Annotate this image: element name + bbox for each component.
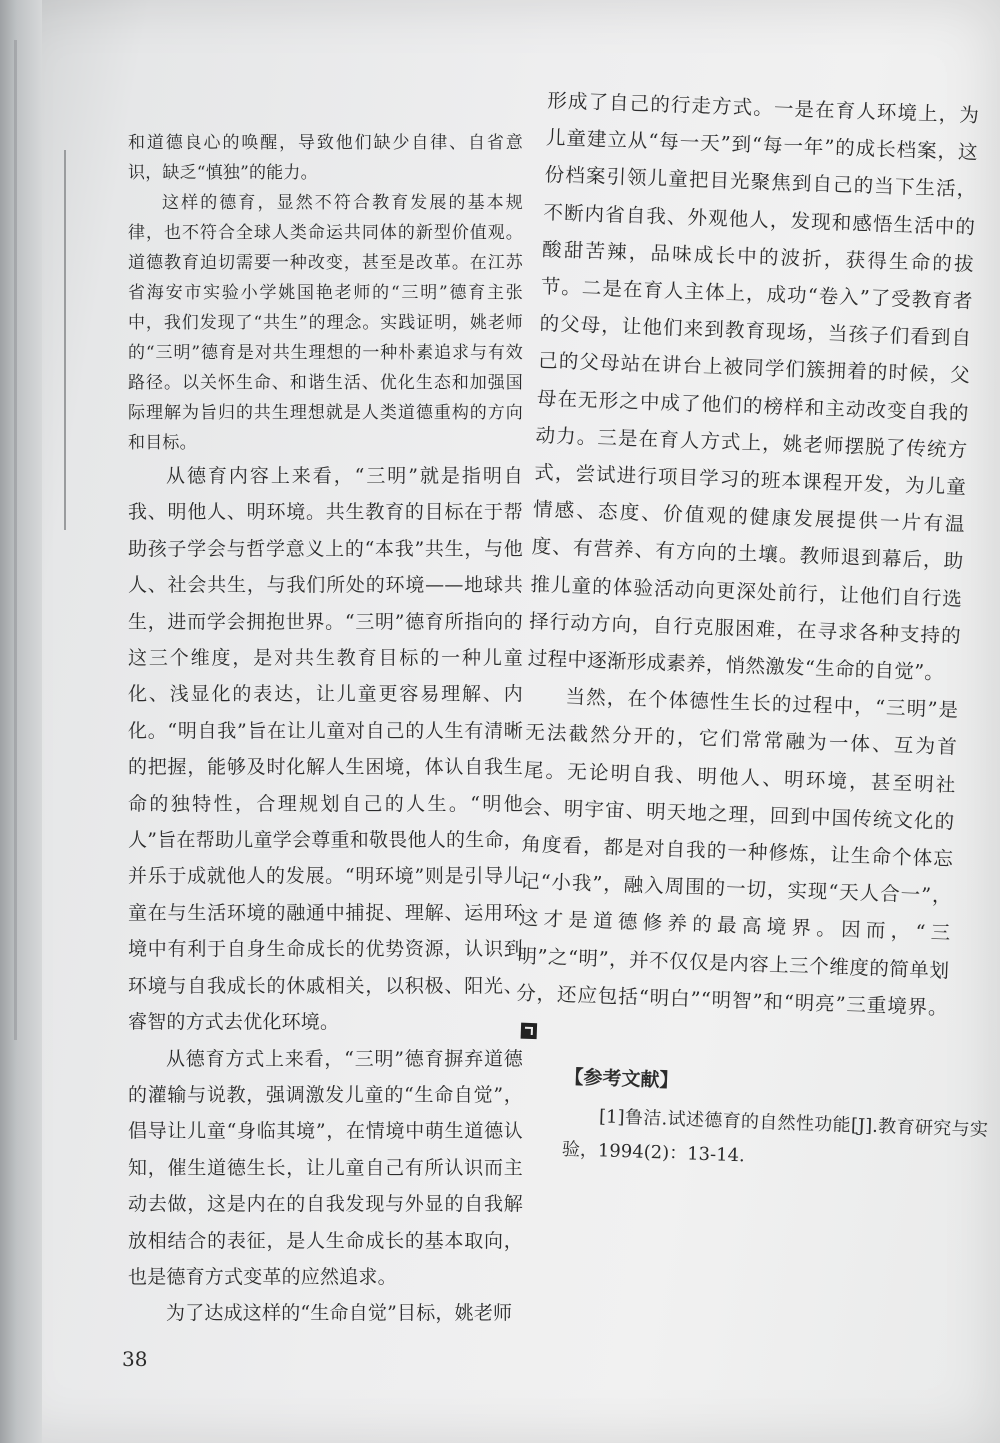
paragraph: 这样的德育，显然不符合教育发展的基本规律，也不符合全球人类命运共同体的新型价值观。道德教育迫切需要一种改变，甚至是改革。在江苏省海安市实验小学姚国艳老师的“三明”德育主张中，我们发现了“共生”的理念。实践证明，姚老师的“三明”德育是对共生理想的一种朴素追求与有效路径。以关怀生命、和谐生活、优化生态和加强国际理解为旨归的共生理想就是人类道德重构的方向和目标。 bbox=[128, 193, 523, 453]
page-number: 38 bbox=[122, 1347, 148, 1371]
references-heading: 【参考文献】 bbox=[564, 1065, 679, 1092]
paragraph-final bbox=[514, 677, 959, 1064]
reference-item: [1]鲁洁.试述德育的自然性功能[J].教育研究与实验，1994(2)：13-14. bbox=[561, 1106, 989, 1167]
paragraph: 形成了自己的行走方式。一是在育人环境上，为儿童建立从“每一天”到“每一年”的成长档案，这份档案引领儿童把目光聚焦到自己的当下生活，不断内省自我、外观他人，发现和感悟生活中的酸甜苦辣，品味成长中的波折，获得生命的拔节。二是在育人主体上，成功“卷入”了受教育者的父母，让他们来到教育现场，当孩子们看到自己的父母站在讲台上被同学们簇拥着的时候，父母在无形之中成了他们的榜样和主动改变自我的动力。三是在育人方式上，姚老师摆脱了传统方式，尝试进行项目学习的班本课程开发，为儿童情感、态度、价值观的健康发展提供一片有温度、有营养、有方向的土壤。教师退到幕后，助推儿童的体验活动向更深处前行，让他们自行选择行动方向，自行克服困难，在寻求各种支持的过程中逐渐形成素养，悄然激发“生命的自觉”。 bbox=[527, 88, 980, 685]
binding-stripe bbox=[14, 40, 17, 1040]
right-text-column bbox=[514, 82, 979, 1064]
left-text-column bbox=[128, 128, 523, 1332]
paragraph-text: 当然，在个体德性生长的过程中，“三明”是无法截然分开的，它们常常融为一体、互为首尾。无论明自我、明他人、明环境，甚至明社会、明宇宙、明天地之理，回到中国传统文化的角度看，都是对自我的一种修炼，让生命个体忘记“小我”，融入周围的一切，实现“天人合一”，这才是道德修养的最高境界。因而，“三明”之“明”，并不仅仅是内容上三个维度的简单划分，还应包括“明白”“明智”和“明亮”三重境界。 bbox=[515, 685, 959, 1020]
paragraph: 为了达成这样的“生命自觉”目标，姚老师 bbox=[166, 1302, 513, 1325]
references-section bbox=[561, 1062, 989, 1182]
margin-rule bbox=[64, 150, 66, 530]
page-binding-edge bbox=[0, 0, 42, 1443]
paragraph: 从德育方式上来看，“三明”德育摒弃道德的灌输与说教，强调激发儿童的“生命自觉”，倡导让儿童“身临其境”，在情境中萌生道德认知，催生道德生长，让儿童自己有所认识而主动去做，这是内在的自我发现与外显的自我解放相结合的表征，是人生命成长的基本取向，也是德育方式变革的应然追求。 bbox=[128, 1047, 523, 1288]
paragraph: 和道德良心的唤醒，导致他们缺少自律、自省意识，缺乏“慎独”的能力。 bbox=[128, 133, 523, 183]
paragraph: 从德育内容上来看，“三明”就是指明自我、明他人、明环境。共生教育的目标在于帮助孩子学会与哲学意义上的“本我”共生，与他人、社会共生，与我们所处的环境——地球共生，进而学会拥抱世界。“三明”德育所指向的这三个维度，是对共生教育目标的一种儿童化、浅显化的表达，让儿童更容易理解、内化。“明自我”旨在让儿童对自己的人生有清晰的把握，能够及时化解人生困境，体认自我生命的独特性，合理规划自己的人生。“明他人”旨在帮助儿童学会尊重和敬畏他人的生命，并乐于成就他人的发展。“明环境”则是引导儿童在与生活环境的融通中捕捉、理解、运用环境中有利于自身生命成长的优势资源，认识到环境与自我成长的休戚相关，以积极、阳光、睿智的方式去优化环境。 bbox=[128, 465, 523, 1034]
article-end-icon bbox=[521, 1023, 538, 1040]
